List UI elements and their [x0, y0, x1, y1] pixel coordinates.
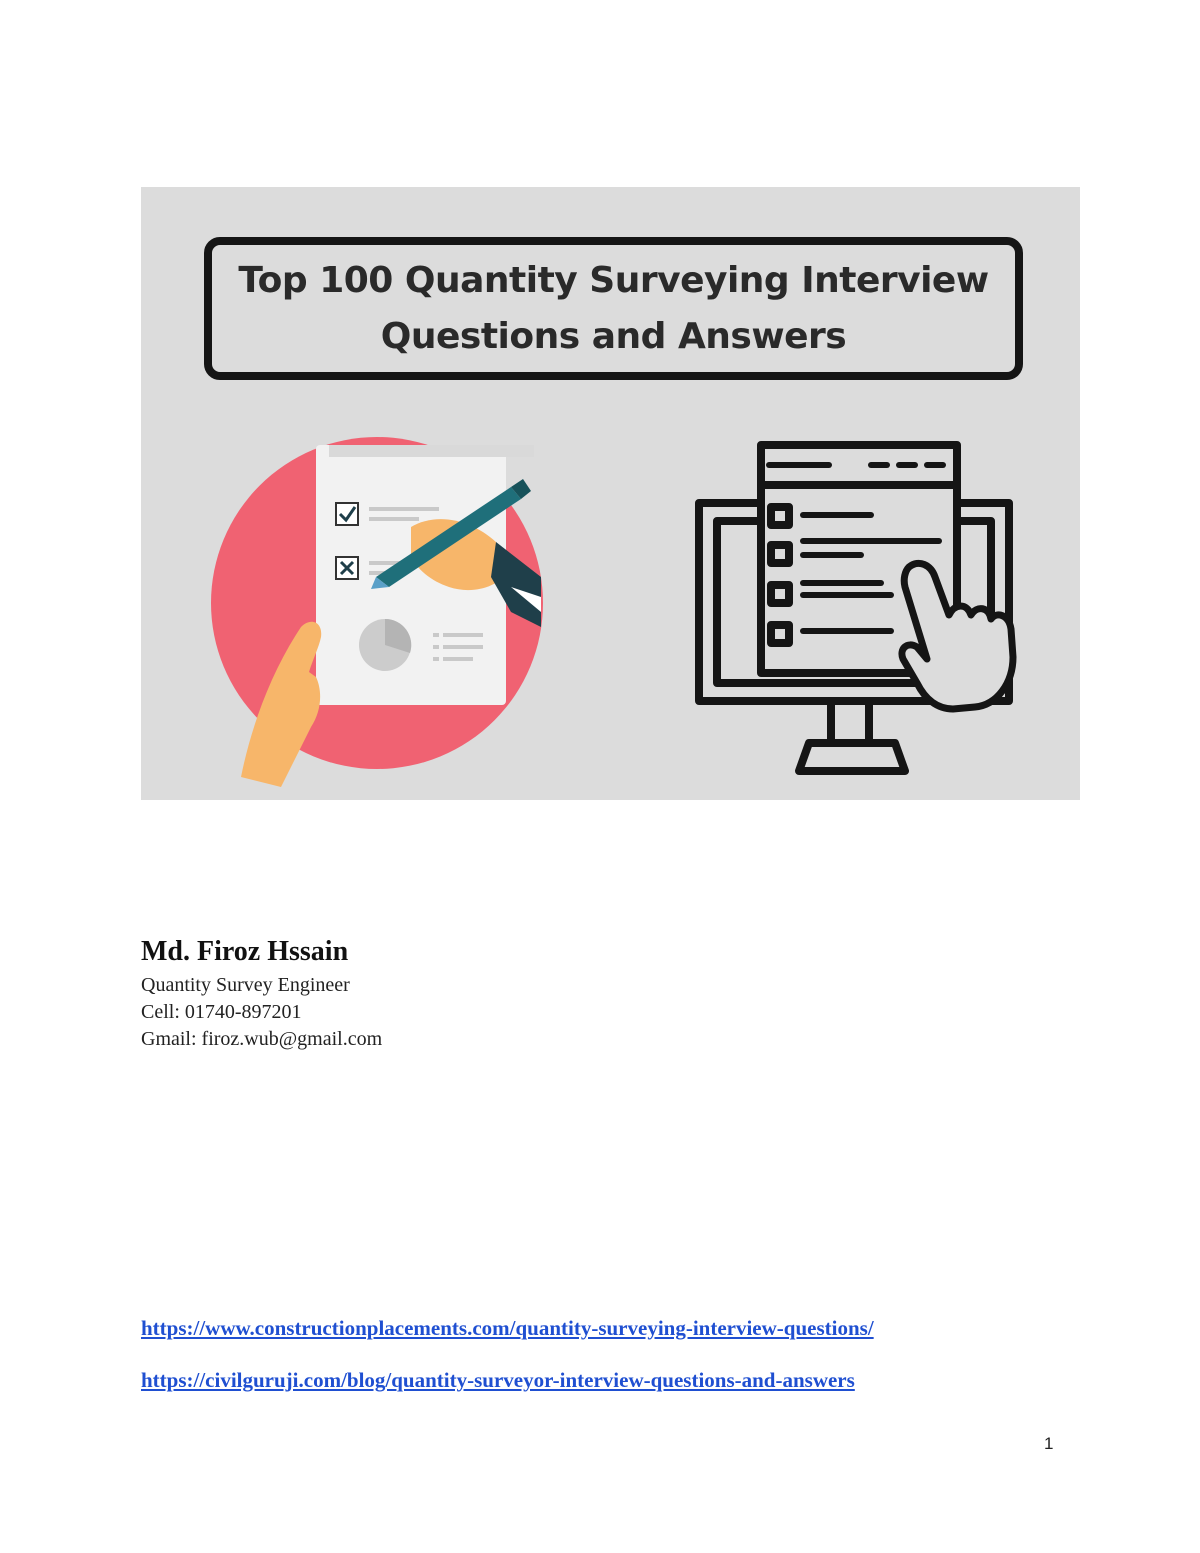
page-number: 1 [1044, 1434, 1054, 1453]
author-block [141, 936, 382, 1053]
reference-link-constructionplacements[interactable]: https://www.constructionplacements.com/quantity-surveying-interview-questions/ [141, 1316, 874, 1340]
reference-link-civilguruji[interactable]: https://civilguruji.com/blog/quantity-surveyor-interview-questions-and-answers [141, 1368, 855, 1392]
author-cell: Cell: 01740-897201 [141, 1001, 302, 1023]
author-role: Quantity Survey Engineer [141, 974, 350, 996]
cover-title-line-2: Questions and Answers [380, 315, 847, 357]
cover-image [141, 187, 1080, 800]
checklist-with-pen-icon [211, 427, 551, 787]
cover-title-line-1: Top 100 Quantity Surveying Interview [238, 259, 989, 301]
author-gmail: Gmail: firoz.wub@gmail.com [141, 1028, 383, 1050]
author-name: Md. Firoz Hssain [141, 936, 349, 967]
online-survey-monitor-icon [691, 437, 1021, 777]
cover-title-box [204, 237, 1023, 380]
